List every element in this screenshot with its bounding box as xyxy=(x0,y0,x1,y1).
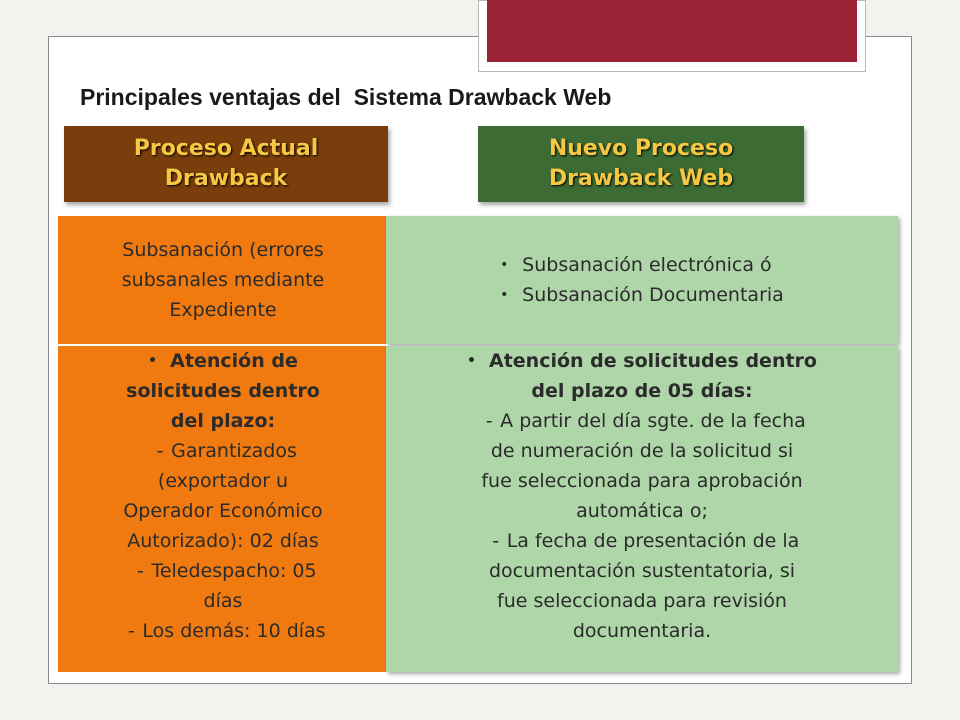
dash-item-line: días xyxy=(203,590,243,612)
dash-icon: - xyxy=(485,410,493,432)
dash-item-line: documentación sustentatoria, si xyxy=(488,560,796,582)
bullet-icon: • xyxy=(500,257,509,273)
cell-new-deadlines xyxy=(386,346,898,672)
dash-item-line: Autorizado): 02 días xyxy=(127,530,319,552)
dash-icon: - xyxy=(156,440,164,462)
dash-item-line: - La fecha de presentación de la xyxy=(394,526,890,556)
dash-item-line: automática o; xyxy=(576,500,708,522)
slide-title: Principales ventajas del Sistema Drawback Web xyxy=(80,84,612,110)
header-current-line1: Proceso Actual xyxy=(133,136,319,161)
bullet-icon: • xyxy=(148,353,158,369)
bullet-heading-line: solicitudes dentro xyxy=(126,380,320,402)
list-item-text: Subsanación Documentaria xyxy=(522,284,784,306)
cell-current-correction xyxy=(58,216,388,344)
bullet-icon: • xyxy=(500,287,509,303)
cell-current-deadlines xyxy=(58,346,388,672)
bullet-heading-line: del plazo de 05 días: xyxy=(531,380,753,402)
text-line: subsanales mediante xyxy=(121,269,325,291)
decorative-banner xyxy=(487,0,857,62)
dash-item-line: - Garantizados xyxy=(64,436,382,466)
cell-new-correction xyxy=(386,216,898,344)
dash-item-line: - Los demás: 10 días xyxy=(64,616,382,646)
header-current-process xyxy=(64,126,388,202)
dash-item-line: de numeración de la solicitud si xyxy=(490,440,794,462)
dash-icon: - xyxy=(127,620,135,642)
dash-item-line: - Teledespacho: 05 xyxy=(64,556,382,586)
dash-icon: - xyxy=(137,560,144,582)
dash-item-line: fue seleccionada para aprobación xyxy=(481,470,803,492)
header-new-process xyxy=(478,126,804,202)
text-line: Subsanación (errores xyxy=(122,239,324,261)
header-current-line2: Drawback xyxy=(164,166,288,191)
bullet-heading-line: • Atención de xyxy=(64,346,382,376)
text-line: Expediente xyxy=(169,299,277,321)
dash-item-line: - A partir del día sgte. de la fecha xyxy=(394,406,890,436)
dash-item-line: (exportador u xyxy=(157,470,289,492)
dash-item-line: documentaria. xyxy=(572,620,712,642)
dash-item-line: Operador Económico xyxy=(123,500,323,522)
correction-list xyxy=(500,250,784,310)
bullet-heading-line: • Atención de solicitudes dentro xyxy=(394,346,890,376)
bullet-icon: • xyxy=(467,353,476,369)
list-item-text: Subsanación electrónica ó xyxy=(522,254,772,276)
header-new-line1: Nuevo Proceso xyxy=(548,136,734,161)
bullet-heading-line: del plazo: xyxy=(170,410,276,432)
dash-icon: - xyxy=(492,530,500,552)
list-item xyxy=(500,250,784,280)
dash-item-line: fue seleccionada para revisión xyxy=(497,590,787,612)
header-new-line2: Drawback Web xyxy=(548,166,734,191)
list-item xyxy=(500,280,784,310)
